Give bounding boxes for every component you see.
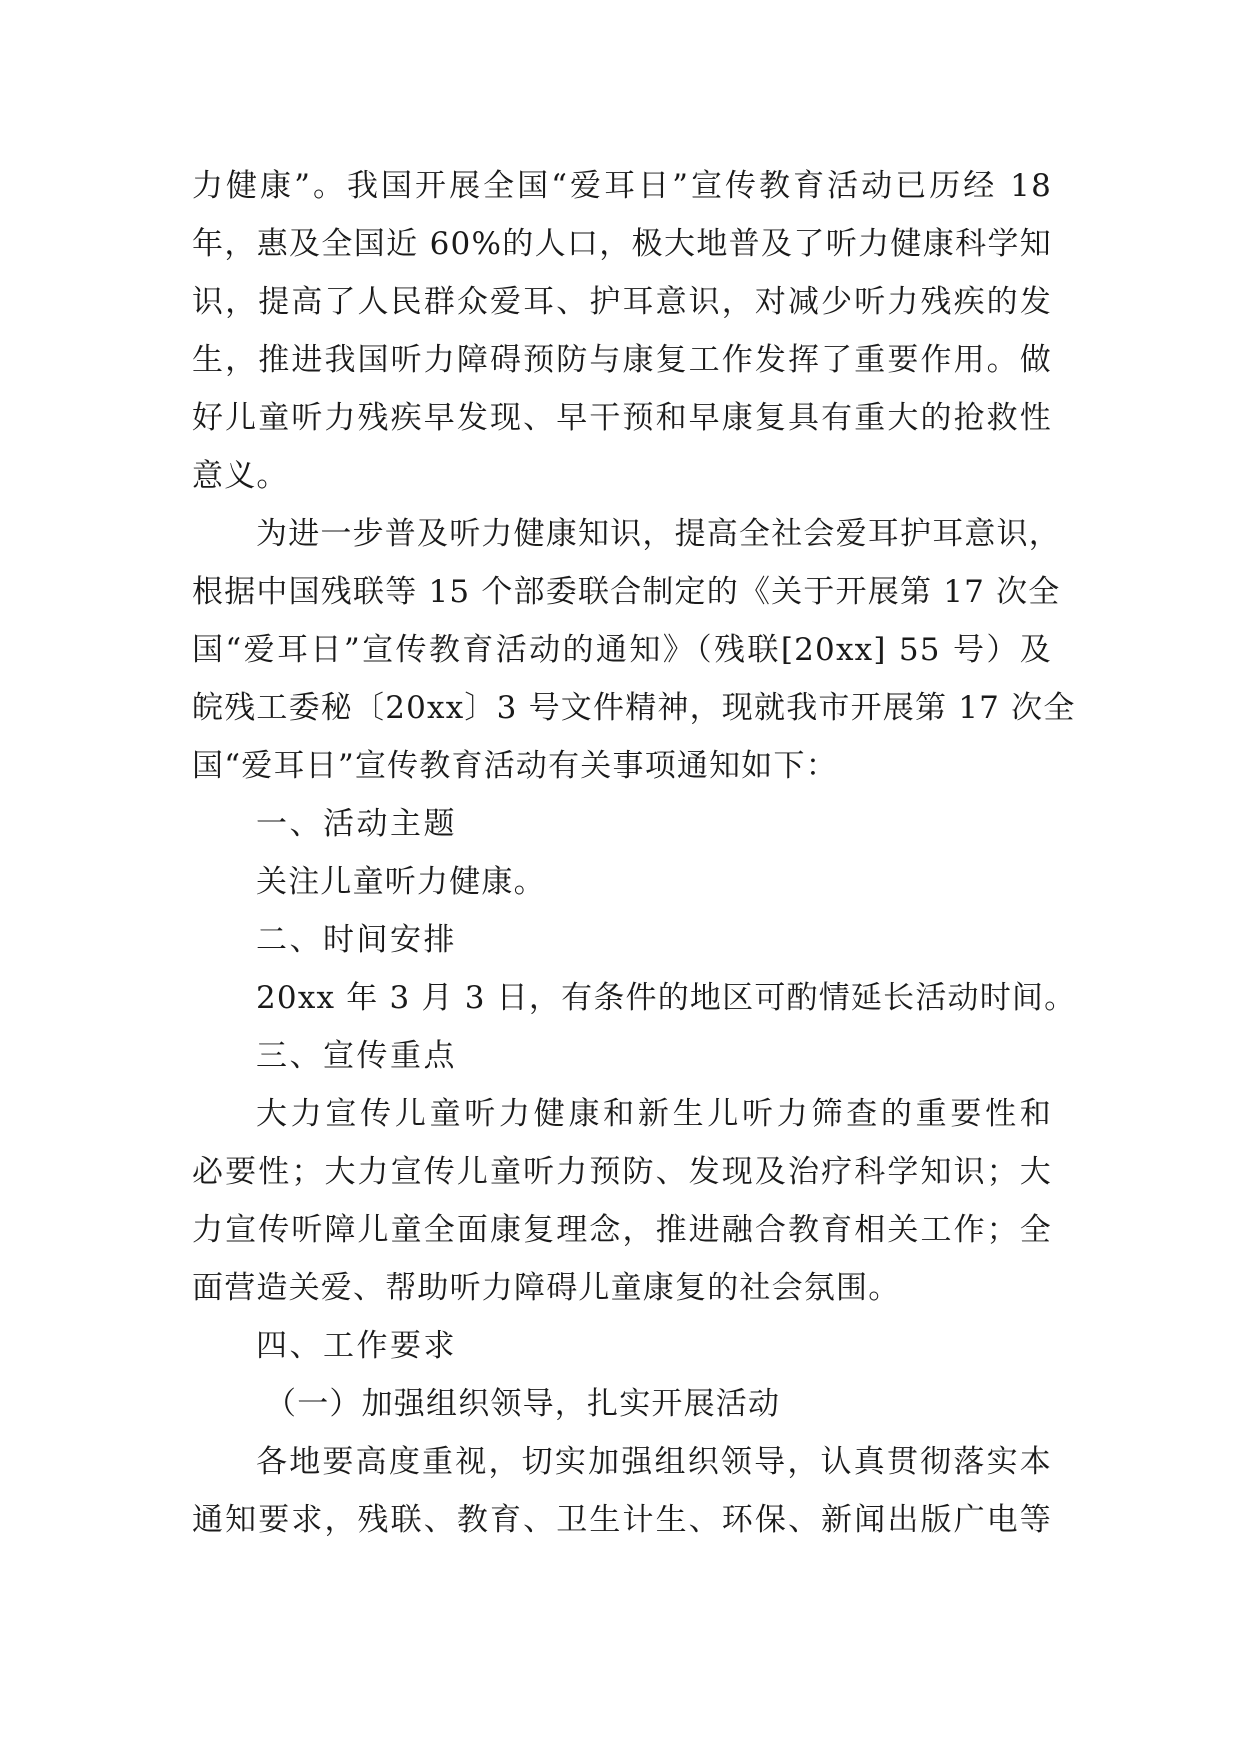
paragraph-1-line-3: 识，提高了人民群众爱耳、护耳意识，对减少听力残疾的发 [192, 284, 1052, 320]
paragraph-2-line-4: 皖残工委秘〔20xx〕3 号文件精神，现就我市开展第 17 次全 [192, 690, 1076, 726]
section-3-line-3: 力宣传听障儿童全面康复理念，推进融合教育相关工作；全 [192, 1212, 1052, 1248]
section-heading-4: 四、工作要求 [256, 1328, 457, 1364]
subsection-heading-1: （一）加强组织领导，扎实开展活动 [265, 1386, 781, 1422]
subsection-1-line-2: 通知要求，残联、教育、卫生计生、环保、新闻出版广电等 [192, 1502, 1052, 1538]
section-1-text: 关注儿童听力健康。 [256, 864, 546, 900]
section-heading-3: 三、宣传重点 [256, 1038, 457, 1074]
paragraph-2-line-3: 国“爱耳日”宣传教育活动的通知》（残联[20xx] 55 号）及 [192, 632, 1052, 668]
section-3-line-2: 必要性；大力宣传儿童听力预防、发现及治疗科学知识；大 [192, 1154, 1052, 1190]
paragraph-2-line-5: 国“爱耳日”宣传教育活动有关事项通知如下： [192, 748, 838, 784]
section-heading-2: 二、时间安排 [256, 922, 457, 958]
paragraph-2-line-1: 为进一步普及听力健康知识，提高全社会爱耳护耳意识， [256, 516, 1061, 552]
section-3-line-1: 大力宣传儿童听力健康和新生儿听力筛查的重要性和 [256, 1096, 1052, 1132]
paragraph-2-line-2: 根据中国残联等 15 个部委联合制定的《关于开展第 17 次全 [192, 574, 1061, 610]
section-2-text: 20xx 年 3 月 3 日，有条件的地区可酌情延长活动时间。 [256, 980, 1077, 1016]
paragraph-1-line-6: 意义。 [192, 458, 289, 494]
paragraph-1-line-4: 生，推进我国听力障碍预防与康复工作发挥了重要作用。做 [192, 342, 1052, 378]
section-3-line-4: 面营造关爱、帮助听力障碍儿童康复的社会氛围。 [192, 1270, 901, 1306]
paragraph-1-line-1: 力健康”。我国开展全国“爱耳日”宣传教育活动已历经 18 [192, 168, 1052, 204]
paragraph-1-line-5: 好儿童听力残疾早发现、早干预和早康复具有重大的抢救性 [192, 400, 1052, 436]
paragraph-1-line-2: 年，惠及全国近 60%的人口，极大地普及了听力健康科学知 [192, 226, 1052, 262]
subsection-1-line-1: 各地要高度重视，切实加强组织领导，认真贯彻落实本 [256, 1444, 1052, 1480]
section-heading-1: 一、活动主题 [256, 806, 457, 842]
